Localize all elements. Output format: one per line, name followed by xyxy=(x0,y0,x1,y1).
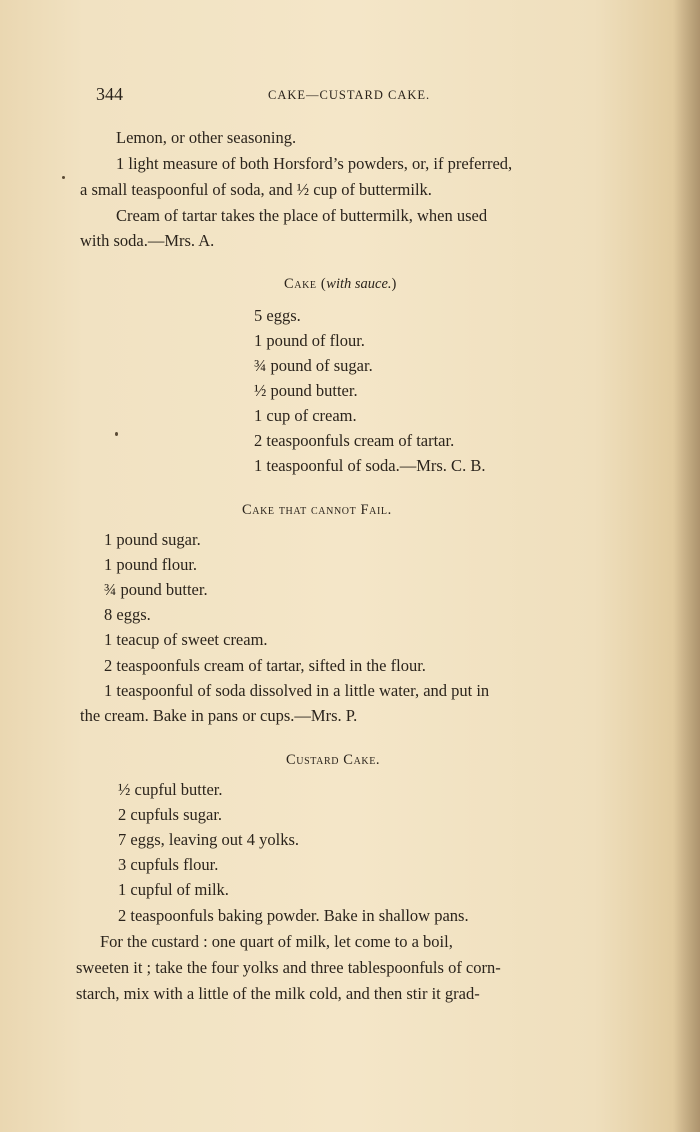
recipe-heading: Custard Cake. xyxy=(286,752,381,768)
text-line: with soda.—Mrs. A. xyxy=(80,231,215,250)
running-title: CAKE—CUSTARD CAKE. xyxy=(268,88,431,102)
text-line: For the custard : one quart of milk, let come to a boil, xyxy=(100,932,453,951)
ingredient-line: 7 eggs, leaving out 4 yolks. xyxy=(118,830,300,849)
ingredient-line: 1 teaspoonful of soda.—Mrs. C. B. xyxy=(254,456,486,475)
ingredient-line: 2 teaspoonfuls baking powder. Bake in shallow pans. xyxy=(118,906,469,925)
text-line: sweeten it ; take the four yolks and three tablespoonfuls of corn- xyxy=(76,958,501,977)
ingredient-line: 1 pound of flour. xyxy=(254,331,365,350)
ingredient-line: 1 pound sugar. xyxy=(104,530,201,549)
ingredient-line: 8 eggs. xyxy=(104,605,151,624)
page-gutter-shadow xyxy=(674,0,700,1132)
ingredient-line: ½ pound butter. xyxy=(254,381,358,400)
recipe-heading-main: Cake xyxy=(284,276,317,292)
ingredient-line: 1 cupful of milk. xyxy=(118,880,229,899)
recipe-heading-sub: with sauce. xyxy=(326,276,392,292)
paper-speck xyxy=(62,176,65,179)
text-line: starch, mix with a little of the milk cold, and then stir it grad- xyxy=(76,984,480,1003)
ingredient-line: 5 eggs. xyxy=(254,306,301,325)
ingredient-line: 2 teaspoonfuls cream of tartar. xyxy=(254,431,455,450)
ingredient-line: 1 teacup of sweet cream. xyxy=(104,630,268,649)
paper-speck xyxy=(115,432,118,436)
recipe-heading: Cake that cannot Fail. xyxy=(242,502,392,518)
ingredient-line: 1 pound flour. xyxy=(104,555,198,574)
text-line: a small teaspoonful of soda, and ½ cup of buttermilk. xyxy=(80,180,432,199)
ingredient-line: ½ cupful butter. xyxy=(118,780,223,799)
text-line: Cream of tartar takes the place of buttermilk, when used xyxy=(116,206,488,225)
page-number: 344 xyxy=(96,84,123,104)
ingredient-line: 3 cupfuls flour. xyxy=(118,855,219,874)
ingredient-line: 1 teaspoonful of soda dissolved in a little water, and put in xyxy=(104,681,490,700)
recipe-heading: Cake (with sauce.) xyxy=(284,276,397,292)
ingredient-line: ¾ pound butter. xyxy=(104,580,208,599)
text-line: Lemon, or other seasoning. xyxy=(116,128,297,147)
ingredient-line: ¾ pound of sugar. xyxy=(254,356,373,375)
ingredient-line: the cream. Bake in pans or cups.—Mrs. P. xyxy=(80,706,358,725)
ingredient-line: 2 teaspoonfuls cream of tartar, sifted in the flour. xyxy=(104,656,426,675)
ingredient-line: 1 cup of cream. xyxy=(254,406,357,425)
ingredient-line: 2 cupfuls sugar. xyxy=(118,805,223,824)
text-line: 1 light measure of both Horsford’s powders, or, if preferred, xyxy=(116,154,513,173)
